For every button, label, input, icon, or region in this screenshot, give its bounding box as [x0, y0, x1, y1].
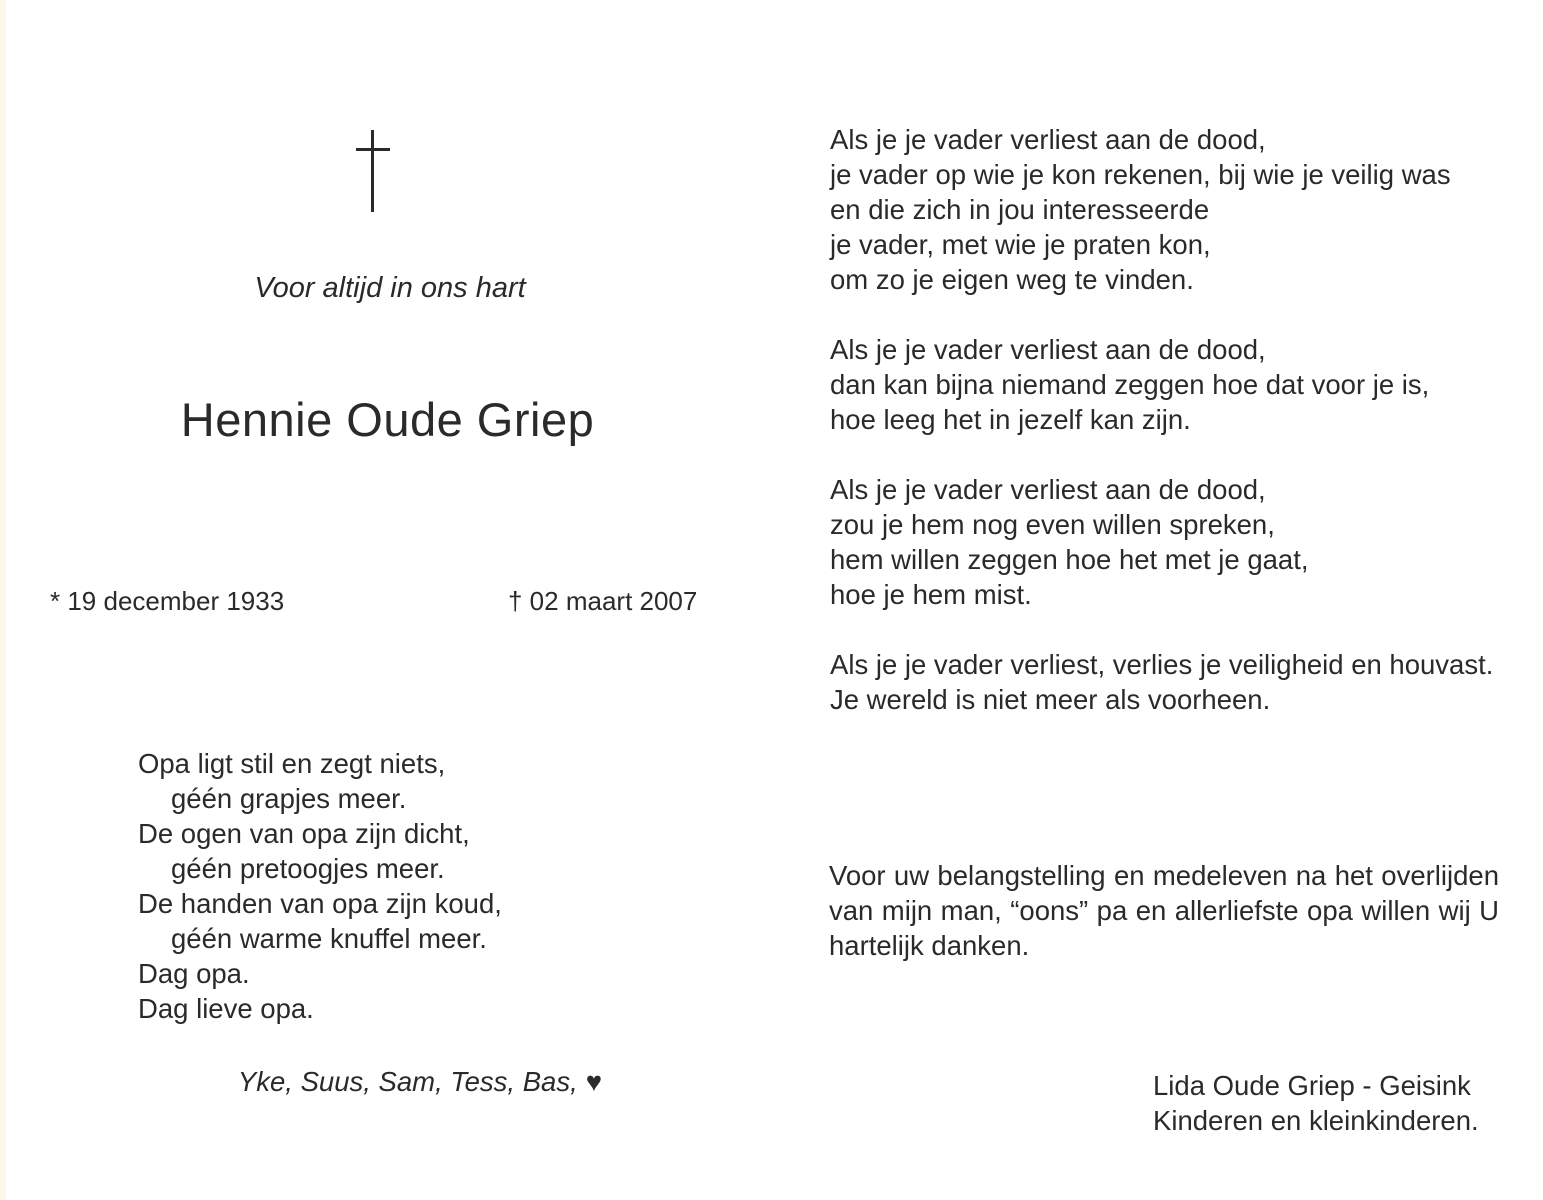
poem-line: Als je je vader verliest, verlies je veiligheid en houvast. [830, 649, 1494, 680]
grandchildren-signature [180, 1066, 660, 1098]
card-edge [0, 0, 6, 1200]
poem-line: hem willen zeggen hoe het met je gaat, [830, 544, 1309, 575]
birth-date: * 19 december 1933 [50, 586, 285, 616]
poem-stanza [830, 472, 1493, 612]
poem-line: Opa ligt stil en zegt niets, [138, 748, 446, 779]
signature-line: Lida Oude Griep - Geisink [1153, 1070, 1471, 1101]
family-signature [1153, 1068, 1479, 1138]
deceased-name: Hennie Oude Griep [180, 393, 595, 446]
poem-stanza [830, 332, 1493, 437]
poem-line: zou je hem nog even willen spreken, [830, 509, 1275, 540]
death-date: † 02 maart 2007 [508, 586, 698, 616]
poem-stanza [830, 122, 1493, 297]
grandchildren-names: Yke, Suus, Sam, Tess, Bas, [237, 1066, 578, 1097]
poem-line: géén grapjes meer. [171, 783, 407, 814]
poem-line: je vader op wie je kon rekenen, bij wie je veilig was [830, 159, 1451, 190]
heart-icon: ♥ [585, 1066, 603, 1097]
poem-line: en die zich in jou interesseerde [830, 194, 1210, 225]
poem-line: Als je je vader verliest aan de dood, [830, 124, 1266, 155]
poem-line: dan kan bijna niemand zeggen hoe dat voor je is, [830, 369, 1430, 400]
father-poem [830, 122, 1493, 752]
poem-stanza [830, 647, 1493, 717]
poem-line: om zo je eigen weg te vinden. [830, 264, 1194, 295]
signature-line: Kinderen en kleinkinderen. [1153, 1105, 1479, 1136]
poem-line: géén warme knuffel meer. [171, 923, 487, 954]
poem-line: hoe leeg het in jezelf kan zijn. [830, 404, 1191, 435]
poem-line: je vader, met wie je praten kon, [830, 229, 1211, 260]
poem-line: géén pretoogjes meer. [171, 853, 445, 884]
poem-line: hoe je hem mist. [830, 579, 1032, 610]
grandchildren-poem [138, 746, 502, 1026]
poem-line: Je wereld is niet meer als voorheen. [830, 684, 1271, 715]
thank-you-text: Voor uw belangstelling en medeleven na het overlijden van mijn man, “oons” pa en allerliefste opa willen wij U hartelijk danken. [829, 860, 1499, 961]
poem-line: De handen van opa zijn koud, [138, 888, 502, 919]
cross-icon [356, 130, 390, 212]
poem-line: Dag lieve opa. [138, 993, 314, 1024]
poem-line: Als je je vader verliest aan de dood, [830, 334, 1266, 365]
motto: Voor altijd in ons hart [254, 272, 526, 304]
poem-line: Dag opa. [138, 958, 250, 989]
poem-line: De ogen van opa zijn dicht, [138, 818, 470, 849]
poem-line: Als je je vader verliest aan de dood, [830, 474, 1266, 505]
